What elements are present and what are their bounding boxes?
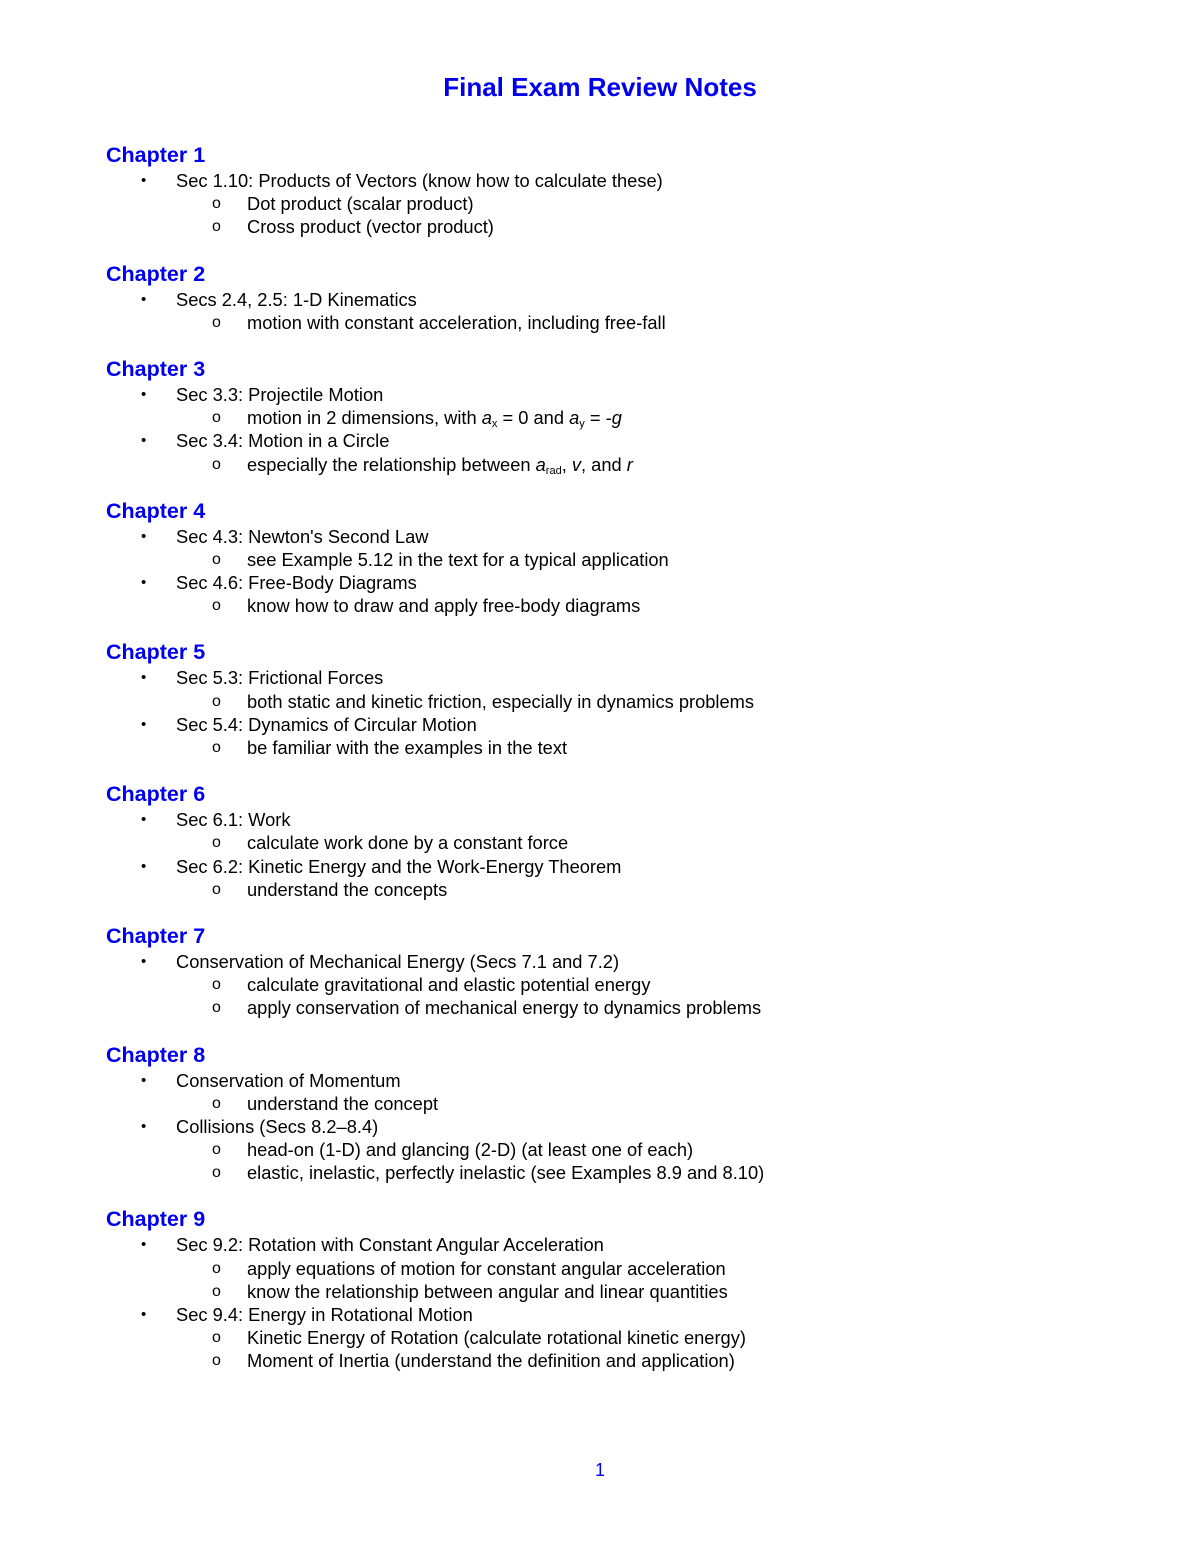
subscript: x — [491, 418, 498, 431]
sub-bullet-marker: o — [212, 195, 221, 213]
sub-bullet-marker: o — [212, 1352, 221, 1370]
chapter-heading: Chapter 4 — [106, 498, 206, 523]
bullet-text: Sec 5.3: Frictional Forces — [176, 667, 384, 689]
bullet-item — [106, 288, 1106, 311]
sub-bullet-item — [106, 736, 1106, 759]
sub-bullet-marker: o — [212, 739, 221, 756]
bullet-text: Sec 3.4: Motion in a Circle — [176, 430, 390, 452]
sub-bullet-item — [106, 973, 1106, 996]
chapter-heading: Chapter 2 — [106, 261, 206, 286]
sub-bullet-text: elastic, inelastic, perfectly inelastic (see Examples 8.9 and 8.10) — [247, 1162, 765, 1184]
sub-bullet-text — [247, 407, 622, 431]
sub-bullet-marker: o — [212, 1259, 221, 1277]
chapter-section — [106, 141, 1106, 239]
bullet-marker: • — [141, 290, 147, 308]
sub-bullet-item — [106, 1326, 1106, 1349]
sub-bullet-text: Dot product (scalar product) — [247, 193, 474, 215]
bullet-text: Conservation of Momentum — [176, 1069, 401, 1091]
chapter-section — [106, 497, 1106, 618]
bullet-marker: • — [141, 1306, 147, 1323]
sub-bullet-item — [106, 996, 1106, 1019]
sub-bullet-item — [106, 878, 1106, 901]
sub-bullet-marker: o — [212, 409, 221, 427]
chapter-heading: Chapter 8 — [106, 1042, 206, 1067]
chapter-heading: Chapter 7 — [106, 923, 206, 948]
math-variable: g — [611, 407, 622, 429]
bullet-text: Sec 6.1: Work — [176, 809, 291, 831]
sub-bullet-text: apply equations of motion for constant angular acceleration — [247, 1257, 726, 1279]
sub-bullet-text: motion with constant acceleration, including free-fall — [247, 311, 666, 333]
chapter-section — [106, 1041, 1106, 1185]
bullet-text: Sec 4.6: Free-Body Diagrams — [176, 572, 417, 594]
chapter-section — [106, 638, 1106, 759]
bullet-marker: • — [141, 574, 147, 592]
text-segment: = 0 and — [497, 407, 570, 429]
chapter-section — [106, 780, 1106, 901]
text-segment: , — [561, 453, 572, 475]
bullet-text: Sec 9.2: Rotation with Constant Angular Acceleration — [176, 1234, 604, 1256]
bullet-text: Secs 2.4, 2.5: 1-D Kinematics — [176, 288, 417, 310]
sub-bullet-text: know the relationship between angular and linear quantities — [247, 1280, 728, 1302]
sub-bullet-text: understand the concepts — [247, 878, 448, 900]
bullet-text: Sec 6.2: Kinetic Energy and the Work-Energy Theorem — [176, 855, 622, 877]
bullet-marker: • — [141, 1236, 147, 1254]
bullet-item — [106, 950, 1106, 973]
sub-bullet-item — [106, 1138, 1106, 1161]
bullet-marker: • — [141, 857, 147, 875]
sub-bullet-text: calculate gravitational and elastic potential energy — [247, 974, 651, 996]
bullet-item — [106, 713, 1106, 736]
sub-bullet-text: be familiar with the examples in the text — [247, 737, 568, 758]
bullet-text: Sec 5.4: Dynamics of Circular Motion — [176, 713, 477, 735]
bullet-item — [106, 571, 1106, 594]
bullet-item — [106, 383, 1106, 406]
subscript: rad — [545, 464, 562, 477]
bullet-marker: • — [141, 432, 147, 450]
sub-bullet-item — [106, 215, 1106, 238]
sub-bullet-item — [106, 1161, 1106, 1184]
sub-bullet-marker: o — [212, 692, 221, 710]
bullet-text: Sec 4.3: Newton's Second Law — [176, 525, 429, 547]
sub-bullet-marker: o — [212, 976, 221, 994]
chapter-heading: Chapter 5 — [106, 640, 206, 665]
bullet-marker: • — [141, 715, 147, 733]
sub-bullet-item — [106, 594, 1106, 617]
bullet-marker: • — [141, 669, 147, 687]
sub-bullet-text: know how to draw and apply free-body diagrams — [247, 595, 641, 617]
chapter-section — [106, 260, 1106, 334]
text-segment: motion in 2 dimensions, with — [247, 407, 482, 429]
sub-bullet-item — [106, 690, 1106, 713]
sub-bullet-text — [247, 454, 633, 475]
bullet-marker: • — [141, 1071, 147, 1089]
page-number: 1 — [594, 1460, 605, 1480]
chapter-section — [106, 355, 1106, 476]
sub-bullet-item — [106, 453, 1106, 476]
sub-bullet-text: see Example 5.12 in the text for a typical application — [247, 548, 669, 570]
sub-bullet-marker: o — [212, 597, 221, 615]
chapter-heading: Chapter 9 — [106, 1207, 206, 1232]
chapter-section — [106, 922, 1106, 1020]
sub-bullet-item — [106, 1349, 1106, 1372]
bullet-item — [106, 169, 1106, 192]
bullet-item — [106, 666, 1106, 689]
math-variable: v — [571, 453, 582, 475]
bullet-marker: • — [141, 952, 147, 970]
text-segment: , and — [581, 453, 627, 475]
bullet-item — [106, 429, 1106, 452]
subscript: y — [579, 418, 585, 431]
sub-bullet-item — [106, 406, 1106, 429]
math-variable: a — [481, 407, 492, 429]
sub-bullet-text: calculate work done by a constant force — [247, 832, 569, 854]
bullet-text: Sec 9.4: Energy in Rotational Motion — [176, 1304, 473, 1325]
text-segment: especially the relationship between — [247, 453, 536, 475]
math-variable: r — [626, 453, 633, 475]
bullet-item — [106, 1115, 1106, 1138]
bullet-text: Conservation of Mechanical Energy (Secs 7.1 and 7.2) — [176, 950, 620, 972]
sub-bullet-marker: o — [212, 880, 221, 898]
bullet-text: Sec 3.3: Projectile Motion — [176, 383, 384, 405]
sub-bullet-marker: o — [212, 550, 221, 568]
sub-bullet-item — [106, 1257, 1106, 1280]
chapter-heading: Chapter 1 — [106, 143, 206, 167]
sub-bullet-marker: o — [212, 455, 221, 473]
bullet-marker: • — [141, 172, 147, 189]
bullet-marker: • — [141, 527, 147, 545]
math-variable: a — [535, 453, 546, 475]
sub-bullet-text: Kinetic Energy of Rotation (calculate rotational kinetic energy) — [247, 1327, 746, 1349]
document-title: Final Exam Review Notes — [443, 72, 757, 102]
bullet-item — [106, 808, 1106, 831]
chapter-heading: Chapter 6 — [106, 782, 206, 807]
bullet-marker: • — [141, 811, 147, 829]
sub-bullet-marker: o — [212, 834, 221, 852]
sub-bullet-text: understand the concept — [247, 1092, 439, 1114]
sub-bullet-item — [106, 831, 1106, 854]
bullet-item — [106, 1303, 1106, 1326]
sub-bullet-text: Moment of Inertia (understand the definition and application) — [247, 1350, 735, 1372]
sub-bullet-item — [106, 1092, 1106, 1115]
bullet-text: Sec 1.10: Products of Vectors (know how to calculate these) — [176, 170, 663, 191]
chapter-heading: Chapter 3 — [106, 356, 206, 381]
text-segment: = - — [584, 407, 612, 429]
bullet-item — [106, 1233, 1106, 1256]
sub-bullet-item — [106, 311, 1106, 334]
sub-bullet-marker: o — [212, 1164, 221, 1182]
sub-bullet-text: head-on (1-D) and glancing (2-D) (at least one of each) — [247, 1139, 694, 1161]
sub-bullet-marker: o — [212, 218, 221, 236]
sub-bullet-marker: o — [212, 999, 221, 1017]
sub-bullet-text: apply conservation of mechanical energy to dynamics problems — [247, 997, 762, 1019]
sub-bullet-marker: o — [212, 1282, 221, 1300]
sub-bullet-marker: o — [212, 1141, 221, 1159]
bullet-item — [106, 1069, 1106, 1092]
math-variable: a — [569, 407, 580, 429]
chapter-section — [106, 1205, 1106, 1372]
chapter-list — [106, 141, 1106, 1394]
sub-bullet-item — [106, 548, 1106, 571]
bullet-marker: • — [141, 385, 147, 403]
sub-bullet-item — [106, 1280, 1106, 1303]
bullet-text: Collisions (Secs 8.2–8.4) — [176, 1115, 379, 1137]
sub-bullet-marker: o — [212, 1329, 221, 1347]
sub-bullet-text: Cross product (vector product) — [247, 216, 494, 238]
bullet-item — [106, 855, 1106, 878]
bullet-marker: • — [141, 1117, 147, 1135]
sub-bullet-item — [106, 192, 1106, 215]
bullet-item — [106, 525, 1106, 548]
sub-bullet-marker: o — [212, 1094, 221, 1112]
sub-bullet-text: both static and kinetic friction, especially in dynamics problems — [247, 690, 755, 712]
sub-bullet-marker: o — [212, 313, 221, 331]
